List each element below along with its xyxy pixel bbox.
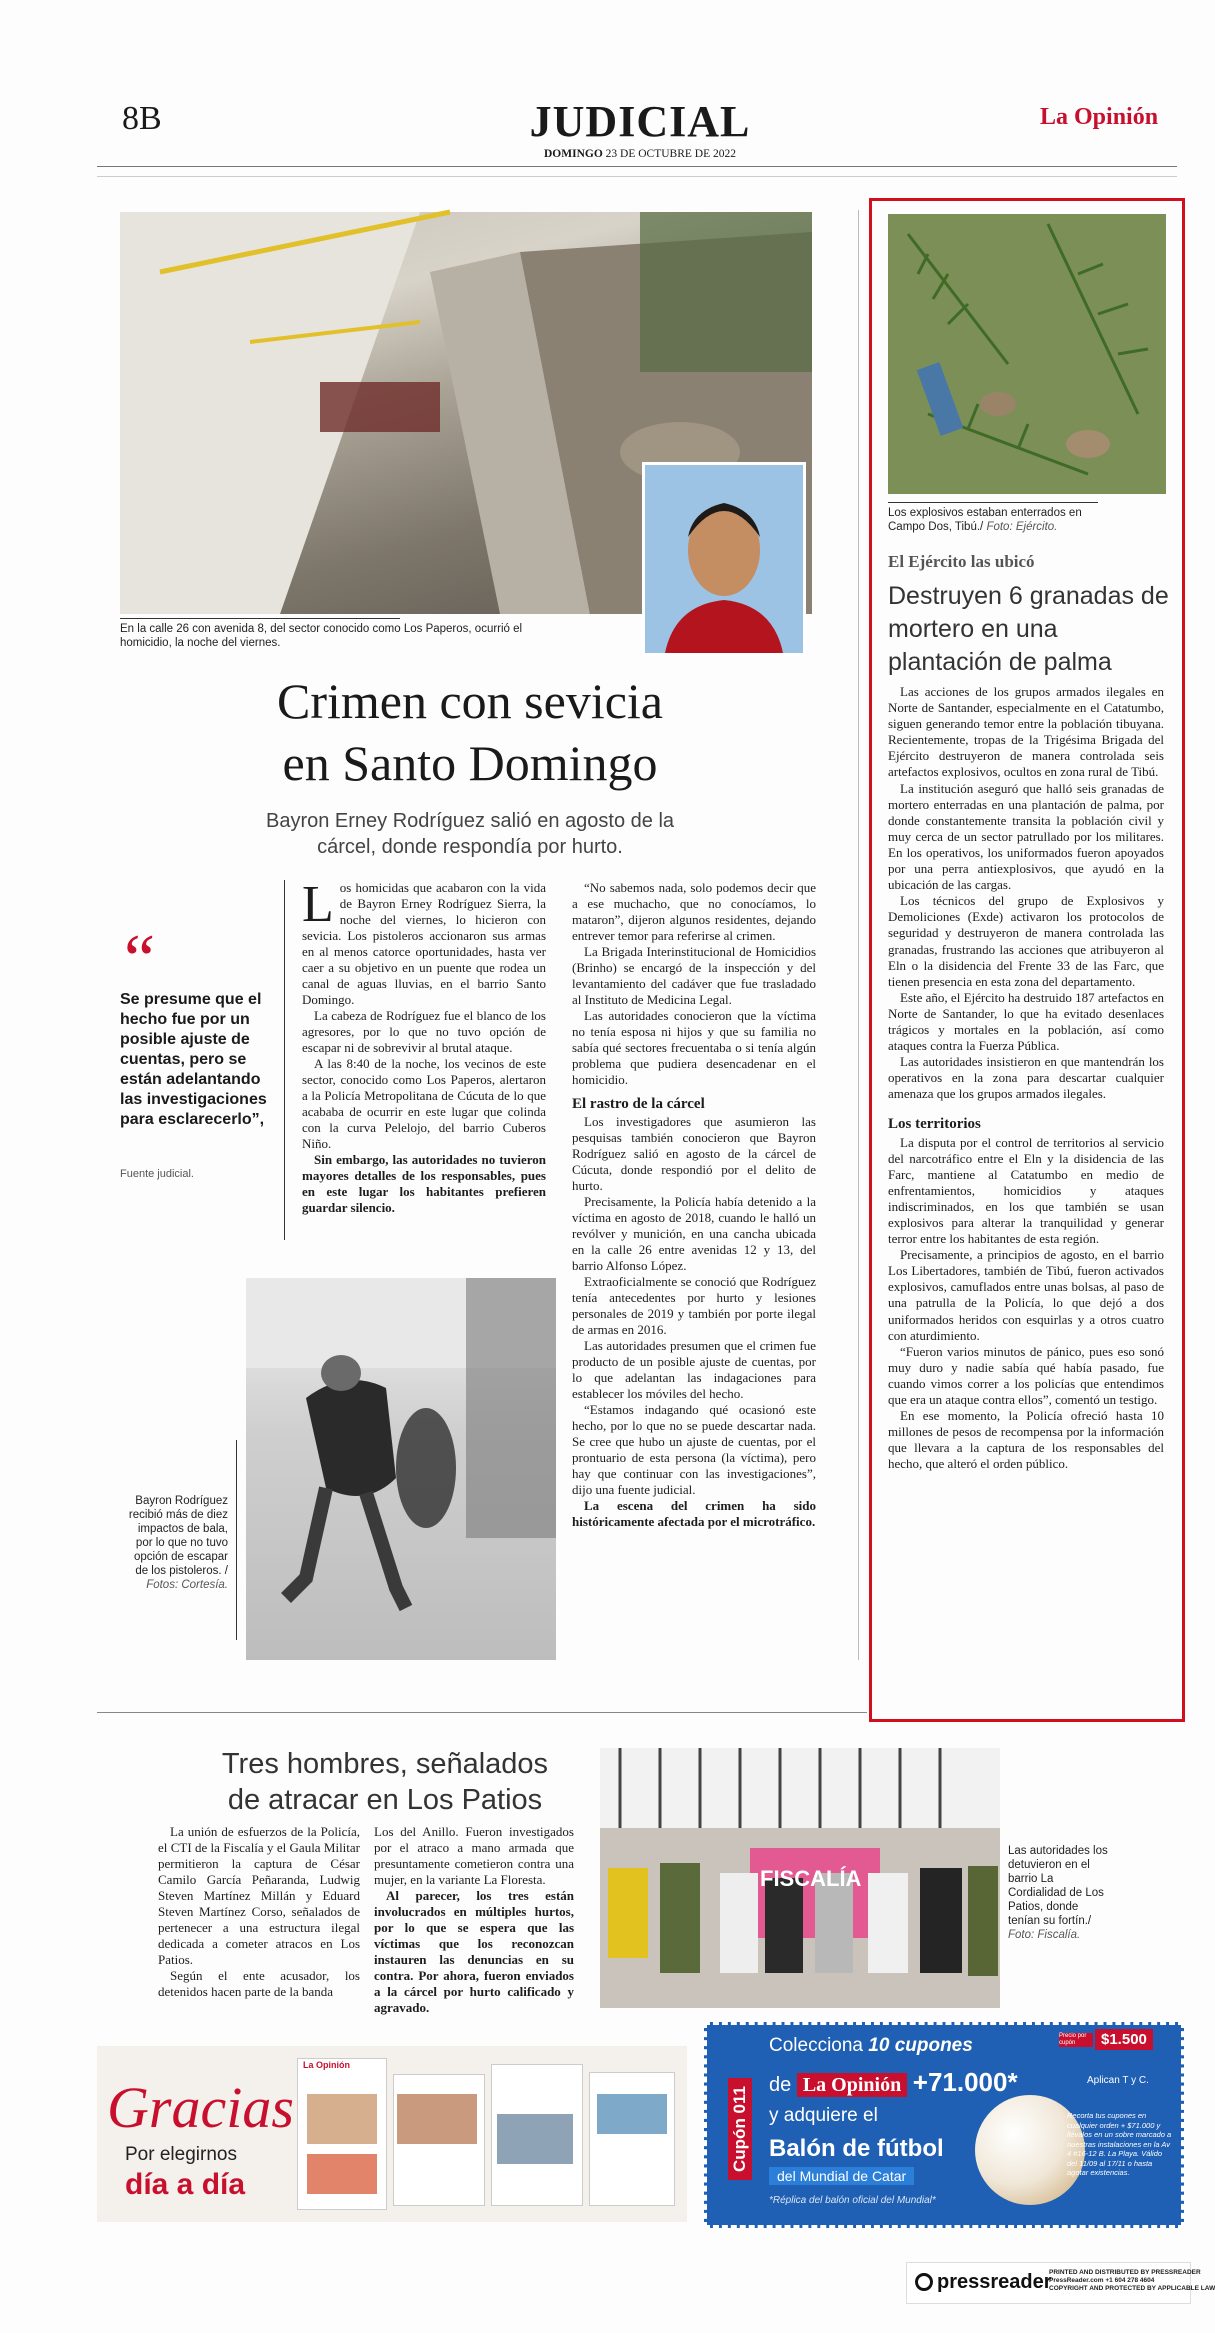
third-caption-credit: Foto: Fiscalía. [1008, 1929, 1081, 1941]
side-p1: Las acciones de los grupos armados ilegales en Norte de Santander, especialmente en el Catatumbo, siguen generando temor entre la población tibuyana. Recientemente, tropas de la Trigésima Brigada del Ejército destruyeron de manera controlada seis artefactos explosivos, ocultos en zona rural de Tibú. [888, 684, 1164, 780]
arrest-photo [600, 1748, 1000, 2008]
side-caption-credit: Foto: Ejército. [986, 521, 1058, 533]
side-p7: Precisamente, a principios de agosto, en el barrio Los Libertadores, también de Tibú, fueron activados explosivos, camuflados entre unas bolsas, al paso de una patrulla de la Policía, lo que dejó a dos uniformados heridos con esquirlas y a otros cuatro con aturdimiento. [888, 1247, 1164, 1343]
side-headline: Destruyen 6 granadas de mortero en una plantación de palma [888, 582, 1169, 676]
main-deck-line1: Bayron Erney Rodríguez salió en agosto de la [265, 810, 675, 832]
side-subhead: Los territorios [888, 1116, 981, 1133]
side-p6: La disputa por el control de territorios al servicio del narcotráfico entre el Eln y la disidencia de las Farc, mantiene al Catatumbo en medio de enfrentamientos, homicidios y ataques indiscriminados, en los que también se usan explosivos para alterar la tranquilidad y generar terror entre los habitantes de esta región. [888, 1134, 1164, 1247]
side-p2: La institución aseguró que halló seis granadas de mortero enterradas en una plantación de palma, por donde constantemente transita la población civil y muy cerca de un sector patrullado por los militares. En los operativos, los uniformados fueron apoyados por una perra antiexplosivos, que ayudó en la ubicación de las cargas. [888, 780, 1164, 893]
victim-body-photo [246, 1278, 556, 1660]
coupon-ball-sub: del Mundial de Catar [769, 2167, 914, 2185]
side-p3: Los técnicos del grupo de Explosivos y Demoliciones (Exde) activaron los protocolos de seguridad y destruyeron de manera controlada las granadas, frustrando las acciones que atribuyeron al Eln o la disidencia del Frente 33 de las Farc, que tienen presencia en esta zona del departamento. [888, 893, 1164, 989]
third-col1-p2: Según el ente acusador, los detenidos hacen parte de la banda [158, 1968, 360, 1999]
date-text: 23 DE OCTUBRE DE 2022 [605, 148, 736, 160]
coupon-line1-pre: Colecciona [769, 2035, 863, 2056]
gracias-ad[interactable] [97, 2046, 687, 2222]
section-title: JUDICIAL [529, 97, 751, 146]
coupon-vertical-tag: Cupón 011 [728, 2078, 752, 2180]
side-caption-rule [888, 502, 1098, 503]
coupon-terms: Aplican T y C. [1087, 2075, 1149, 2086]
third-caption-text: Las autoridades los detuvieron en el barrio La Cordialidad de Los Patios, donde tenían su fortín./ [1008, 1845, 1108, 1927]
pressreader-icon [915, 2273, 933, 2291]
bottom-caption-credit: Fotos: Cortesía. [146, 1579, 228, 1591]
explosives-photo [888, 214, 1166, 494]
side-photo-caption [888, 506, 1118, 534]
date-day: DOMINGO [544, 148, 603, 160]
side-kicker: El Ejército las ubicó [888, 552, 1035, 571]
pr-line2: PressReader.com +1 604 278 4604 [1049, 2277, 1155, 2284]
main-col1-p1: os homicidas que acabaron con la vida de Bayron Erney Rodríguez Sierra, la noche del viernes, lo hicieron con sevicia. Los pistoleros accionaron sus armas en al menos catorce oportunidades, hasta ver caer a su objetivo en un puente que rodea un canal de aguas lluvias, en el barrio Santo Domingo. [302, 880, 546, 1007]
pull-quote-mark: “ [124, 921, 156, 998]
coupon-price-small: Precio por cupón [1059, 2033, 1093, 2047]
pressreader-wordmark: pressreader [937, 2271, 1052, 2293]
mid-page-divider [97, 1712, 867, 1713]
main-deck [200, 808, 740, 860]
third-col2-p1: Los del Anillo. Fueron investigados por el atraco a mano armada que presuntamente cometieron contra una mujer, en la variante La Floresta. [374, 1824, 574, 1887]
coupon-fine-print: Recorta tus cupones en cualquier orden + $71.000 y llévalos en un sobre marcado a nuestras instalaciones en la Av 4 #16-12 B. La Playa. Válido del 11/09 al 17/11 o hasta agotar existencias. [1067, 2111, 1172, 2177]
coupon-line2-pre: de [769, 2074, 792, 2096]
main-col2-p1: “No sabemos nada, solo podemos decir que a ese muchacho, que no conocíamos, lo mataron”, dijeron algunos residentes, dejando entrever temor para referirse al crimen. [572, 880, 816, 943]
coupon-replica: *Réplica del balón oficial del Mundial* [769, 2195, 936, 2206]
gracias-line2: día a día [125, 2168, 246, 2201]
third-col2 [374, 1824, 574, 2016]
pressreader-badge[interactable] [906, 2262, 1215, 2304]
main-deck-line2: cárcel, donde respondía por hurto. [317, 836, 623, 858]
coupon-price-extra: +71.000* [912, 2067, 1018, 2097]
header-divider-thin [97, 176, 1177, 177]
coupon-line2 [769, 2067, 1018, 2098]
side-p8: “Fueron varios minutos de pánico, pues eso sonó muy duro y nadie sabía qué había pasado, fue cuando vimos correr a los policías que entendimos que era un ataque contra ellos”, comentó un testigo. [888, 1343, 1164, 1408]
main-headline-line2: en Santo Domingo [282, 735, 658, 791]
main-side-divider [858, 210, 859, 1660]
coupon-brand: La Opinión [797, 2073, 907, 2097]
main-col1-p4: Sin embargo, las autoridades no tuvieron mayores detalles de los responsables, pues en este lugar los habitantes prefieren guardar silencio. [302, 1152, 546, 1215]
main-col1-p3: A las 8:40 de la noche, los vecinos de este sector, conocido como Los Paperos, alertaron a la Policía Metropolitana de Cúcuta de lo que acababa de ocurrir en este lugar que colinda con la curva Pelelojo, del barrio Cuberos Niño. [302, 1056, 546, 1151]
third-headline-line1: Tres hombres, señalados [221, 1748, 549, 1780]
gracias-line1: Por elegirnos [125, 2144, 237, 2165]
page-number: 8B [122, 100, 162, 137]
coupon-line3: y adquiere el [769, 2105, 878, 2126]
pull-quote-source: Fuente judicial. [120, 1168, 194, 1180]
brand-logo: La Opinión [1040, 104, 1159, 130]
issue-date [530, 148, 750, 160]
coupon-line1 [769, 2035, 973, 2057]
main-col2-p6: Extraoficialmente se conoció que Rodríguez tenía antecedentes por hurto y lesiones personales de 2019 y también por porte ilegal de armas en 2016. [572, 1274, 816, 1337]
caption-rule [120, 618, 400, 619]
main-col1-rule [284, 880, 285, 1240]
side-p5: Las autoridades insistieron en que mantendrán los operativos en la zona para descartar cualquier amenaza que los grupos armados ilegales. [888, 1054, 1164, 1102]
main-headline [170, 670, 770, 794]
main-col2-p8: “Estamos indagando qué ocasionó este hecho, por lo que no se puede descartar nada. Se cree que hubo un ajuste de cuentas, por el prontuario de esta persona (la víctima), pero hay que continuar con las investigaciones”, dijo una fuente judicial. [572, 1402, 816, 1497]
pull-quote: Se presume que el hecho fue por un posible ajuste de cuentas, pero se están adelantando las investigaciones para esclarecerlo”, [120, 991, 267, 1128]
side-p4: Este año, el Ejército ha destruido 187 artefactos en Norte de Santander, lo que ha evitado desenlaces trágicos y mortales en la población, así como ataques contra la Fuerza Pública. [888, 989, 1164, 1054]
third-photo-caption [1008, 1844, 1112, 1942]
balon-coupon-ad[interactable] [704, 2022, 1184, 2228]
bottom-caption-text: Bayron Rodríguez recibió más de diez impactos de bala, por lo que no tuvo opción de escapar de los pistoleros. / [128, 1495, 228, 1577]
main-col2-p2: La Brigada Interinstitucional de Homicidios (Brinho) se encargó de la inspección y del levantamiento del cadáver que fue trasladado al Instituto de Medicina Legal. [572, 944, 816, 1007]
coupon-price-tag: $1.500 [1095, 2029, 1153, 2050]
third-col2-p2: Al parecer, los tres están involucrados en múltiples hurtos, por lo que se espera que las víctimas que los reconozcan instauren las denuncias en su contra. Por ahora, fueron enviados a la cárcel por hurto calificado y agravado. [374, 1888, 574, 2015]
pr-line3: COPYRIGHT AND PROTECTED BY APPLICABLE LAW [1049, 2285, 1215, 2292]
side-p9: En ese momento, la Policía ofreció hasta 10 millones de pesos de recompensa por la información que llevara a la captura de los responsables del hecho, que alteró el orden público. [888, 1408, 1164, 1472]
bottom-caption-rule [236, 1440, 237, 1640]
pressreader-fine-print [1049, 2269, 1215, 2293]
main-col2-p9: La escena del crimen ha sido históricamente afectada por el microtráfico. [572, 1498, 816, 1529]
coupon-ball-title: Balón de fútbol [769, 2135, 944, 2162]
main-col2-p4: Los investigadores que asumieron las pesquisas también conocieron que Bayron Rodríguez salió en agosto de la cárcel de Cúcuta, donde respondió por el delito de hurto. [572, 1114, 816, 1193]
coupon-line1-em: 10 cupones [868, 2035, 973, 2056]
top-photo-caption: En la calle 26 con avenida 8, del sector conocido como Los Paperos, ocurrió el homicidio, la noche del viernes. [120, 623, 523, 649]
third-headline [160, 1746, 610, 1818]
main-col1 [302, 876, 546, 1216]
header-divider [97, 166, 1177, 167]
pr-line1: PRINTED AND DISTRIBUTED BY PRESSREADER [1049, 2269, 1201, 2276]
fiscalia-banner: FISCALÍA [760, 1866, 862, 1891]
third-col1-p1: La unión de esfuerzos de la Policía, el CTI de la Fiscalía y el Gaula Militar permitieron la captura de César Camilo García Peñaranda, Ludwig Steven Martínez Millán y Eduard Steven Martínez Corso, señalados de pertenecer a una estructura ilegal dedicada a cometer atracos en Los Patios. [158, 1824, 360, 1967]
main-headline-line1: Crimen con sevicia [277, 673, 663, 729]
main-col1-p2: La cabeza de Rodríguez fue el blanco de los agresores, por lo que no tuvo opción de escapar ni de sobrevivir al brutal ataque. [302, 1008, 546, 1055]
third-col1 [158, 1824, 360, 2000]
third-headline-line2: de atracar en Los Patios [227, 1784, 543, 1816]
side-body [888, 684, 1164, 1473]
main-col2-p3: Las autoridades conocieron que la víctima no tenía esposa ni hijos y que su familia no sabía qué sectores frecuentaba o si tenía algún problema que pudiera desencadenar en el homicidio. [572, 1008, 816, 1087]
gracias-script: Gracias [107, 2075, 294, 2140]
side-caption-text: Los explosivos estaban enterrados en Campo Dos, Tibú./ [888, 507, 1082, 533]
main-col2 [572, 880, 816, 1530]
main-col2-p7: Las autoridades presumen que el crimen fue producto de un posible ajuste de cuentas, por lo que adelantan las indagaciones para establecer los móviles del hecho. [572, 1338, 816, 1401]
main-col2-p5: Precisamente, la Policía había detenido a la víctima en agosto de 2018, cuando le halló un revólver y munición, en una cancha ubicada en la calle 26 entre avenidas 12 y 13, del barrio Alfonso López. [572, 1194, 816, 1273]
newspaper-collage [297, 2054, 677, 2214]
bottom-photo-caption [124, 1494, 228, 1592]
main-subhead: El rastro de la cárcel [572, 1096, 705, 1112]
victim-portrait [642, 462, 806, 656]
collage-mini-logo: La Opinión [303, 2060, 350, 2070]
drop-cap: L [302, 876, 334, 933]
